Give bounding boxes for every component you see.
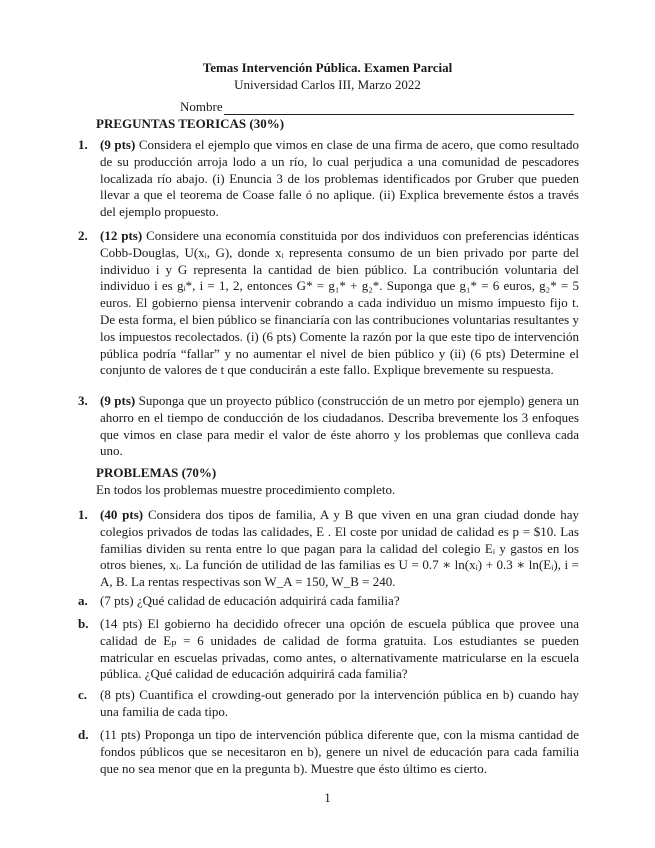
question-points: (9 pts)	[100, 137, 136, 152]
part-points: (11 pts)	[100, 727, 141, 742]
part-text: Cuantifica el crowding-out generado por la intervención pública en b) cuando hay una familia de cada tipo.	[100, 687, 579, 719]
problem-part-b	[78, 616, 579, 683]
problem-1	[78, 507, 579, 591]
part-letter: d.	[78, 727, 89, 742]
question-number: 1.	[78, 137, 88, 152]
exam-subtitle: Universidad Carlos III, Marzo 2022	[234, 77, 421, 92]
part-points: (7 pts)	[100, 593, 134, 608]
theory-question-3	[78, 393, 579, 460]
part-letter: b.	[78, 616, 89, 631]
part-points: (14 pts)	[100, 616, 143, 631]
question-points: (9 pts)	[100, 393, 136, 408]
question-text: Suponga que un proyecto público (construcción de un metro por ejemplo) genera un ahorro en el tiempo de conducción de los ciudadanos. Describa brevemente los 3 enfoques que vimos en clase para medir el valor de éste ahorro y los problemas que conlleva cada uno.	[100, 393, 580, 459]
problem-number: 1.	[78, 507, 88, 522]
question-number: 2.	[78, 228, 88, 243]
part-letter: c.	[78, 687, 88, 702]
question-text: Considere una economía constituida por dos individuos con preferencias idénticas Cobb-Douglas, U(xᵢ, G), donde xᵢ representa consumo de un bien privado por parte del individuo i y G representa la cantidad de bien público. La contribución voluntaria del individuo i es gᵢ*, i = 1, 2, entonces G* = g₁* + g₂*. Suponga que g₁* = 6 euros, g₂* = 5 euros. El gobierno piensa intervenir cobrando a cada individuo un mismo impuesto fijo t. De esta forma, el bien público se financiaría con las contribuciones voluntarias resultantes y los impuestos recolectados. (i) (6 pts) Comente la razón por la que este tipo de intervención pública podría “fallar” y no aumentar el nivel de bien público y (ii) (6 pts) Determine el conjunto de valores de t que conducirán a este fallo. Explique brevemente su respuesta.	[100, 228, 580, 378]
name-line	[224, 102, 574, 115]
part-text: El gobierno ha decidido ofrecer una opción de escuela pública que provee una calidad de Eₚ = 6 unidades de calidad de forma gratuita. Los estudiantes se pueden matricular en escuelas privadas, como antes, o alternativamente matricularse en la escuela pública. ¿Qué calidad de educación adquirirá cada familia?	[100, 616, 579, 682]
question-text: Considera el ejemplo que vimos en clase de una firma de acero, que como resultado de su producción arroja lodo a un río, lo cual perjudica a una comunidad de pescadores localizada río abajo. (i) Enuncia 3 de los problemas identificados por Gruber que pueden llevar a que el teorema de Coase falle ó no aplique. (ii) Explica brevemente éstos a través del ejemplo propuesto.	[100, 137, 580, 220]
part-letter: a.	[78, 593, 88, 608]
problem-part-d	[78, 727, 579, 777]
part-points: (8 pts)	[100, 687, 135, 702]
exam-title: Temas Intervención Pública. Examen Parcial	[202, 60, 453, 75]
name-label: Nombre	[180, 99, 223, 114]
theory-question-1	[78, 137, 579, 221]
problem-points: (40 pts)	[100, 507, 144, 522]
page-number: 1	[324, 790, 331, 805]
problems-heading: PROBLEMAS (70%)	[96, 465, 217, 480]
problems-intro: En todos los problemas muestre procedimiento completo.	[96, 482, 396, 497]
problem-part-a	[78, 593, 579, 610]
theory-heading: PREGUNTAS TEORICAS (30%)	[96, 116, 285, 131]
problem-part-c	[78, 687, 579, 721]
part-text: ¿Qué calidad de educación adquirirá cada familia?	[136, 593, 400, 608]
name-field	[180, 99, 574, 115]
problem-text: Considera dos tipos de familia, A y B que viven en una gran ciudad donde hay colegios privados de todas las calidades, E . El coste por unidad de calidad es p = $10. Las familias dividen su renta entre lo que pagan para la calidad del colegio Eᵢ y gastos en los otros bienes, xᵢ. La función de utilidad de las familias es U = 0.7 ∗ ln(xᵢ) + 0.3 ∗ ln(Eᵢ), i = A, B. La rentas respectivas son W_A = 150, W_B = 240.	[100, 507, 580, 590]
question-points: (12 pts)	[100, 228, 143, 243]
question-number: 3.	[78, 393, 88, 408]
theory-question-2	[78, 228, 579, 379]
part-text: Proponga un tipo de intervención pública diferente que, con la misma cantidad de fondos públicos que se necesitaron en b), genere un nivel de educación para cada familia que no sea menor que en la pregunta b). Muestre que ésto último es cierto.	[100, 727, 579, 776]
